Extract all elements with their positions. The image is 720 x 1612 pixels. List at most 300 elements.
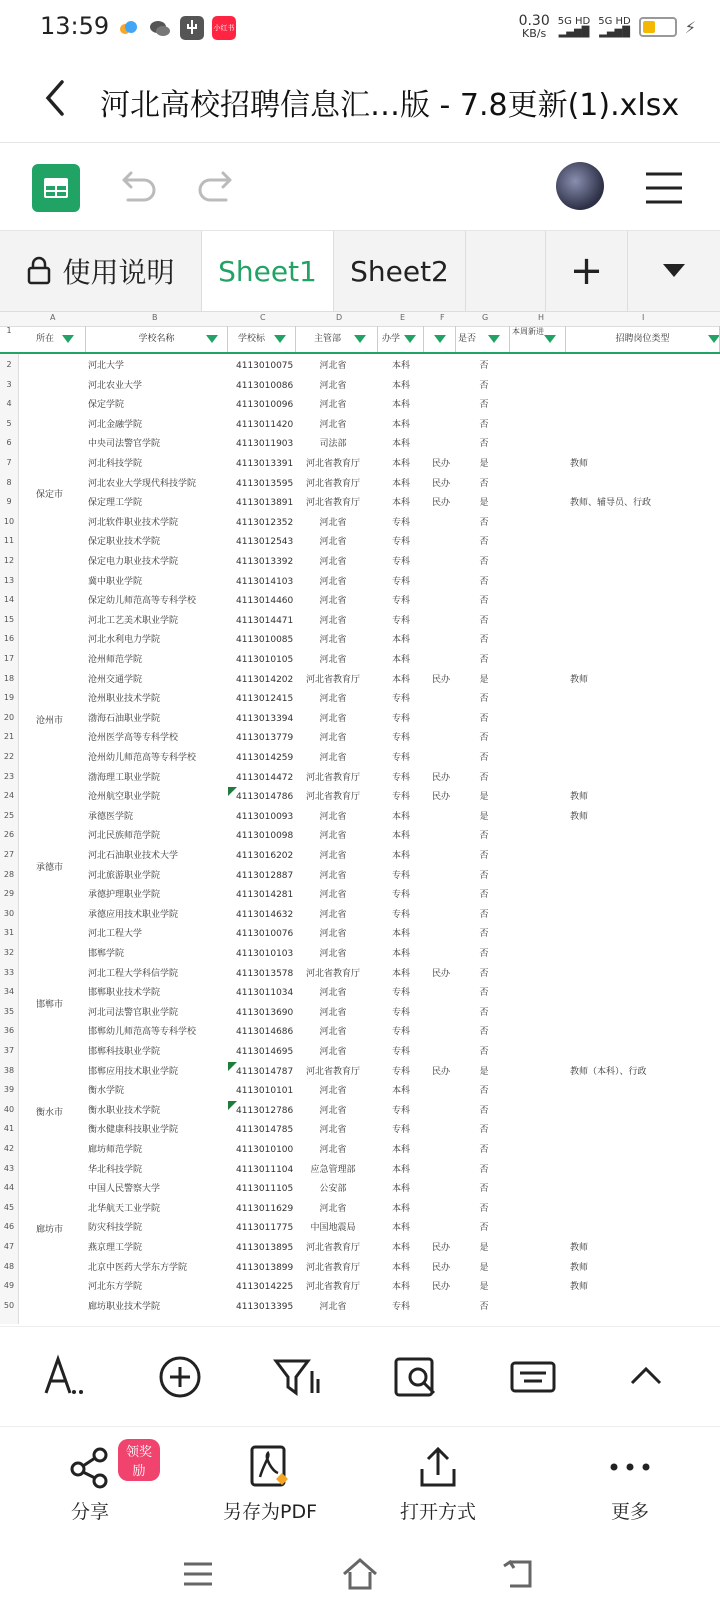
cell-yes[interactable]: 否 bbox=[479, 537, 489, 548]
city-cell[interactable]: 承德市 bbox=[36, 862, 64, 873]
cell-name[interactable]: 邯郸学院 bbox=[88, 949, 125, 959]
cell-code[interactable]: 4113010105 bbox=[236, 655, 294, 665]
cell-level[interactable]: 专科 bbox=[392, 1105, 411, 1116]
cell-level[interactable]: 本科 bbox=[392, 949, 411, 959]
cell-yes[interactable]: 否 bbox=[479, 870, 489, 881]
undo-button[interactable] bbox=[116, 166, 160, 210]
cell-dept[interactable]: 河北省 bbox=[319, 988, 347, 999]
table-row[interactable] bbox=[18, 1258, 720, 1278]
cell-name[interactable]: 冀中职业学院 bbox=[88, 576, 143, 587]
cell-name[interactable]: 北京中医药大学东方学院 bbox=[88, 1262, 188, 1273]
cell-yes[interactable]: 否 bbox=[479, 1027, 489, 1038]
cell-code[interactable]: 4113013899 bbox=[236, 1262, 294, 1273]
cell-dept[interactable]: 河北省 bbox=[319, 596, 347, 607]
cell-level[interactable]: 本科 bbox=[392, 929, 411, 940]
tab-usage[interactable]: 使用说明 bbox=[0, 231, 202, 311]
cell-dept[interactable]: 河北省教育厅 bbox=[305, 459, 360, 469]
cell-level[interactable]: 专科 bbox=[392, 890, 411, 901]
city-cell[interactable]: 廊坊市 bbox=[36, 1225, 64, 1236]
cell-dept[interactable]: 公安部 bbox=[319, 1184, 347, 1195]
cell-level[interactable]: 专科 bbox=[392, 713, 411, 724]
cell-name[interactable]: 沧州幼儿师范高等专科学校 bbox=[88, 753, 197, 763]
cell-yes[interactable]: 否 bbox=[479, 831, 489, 842]
cell-code[interactable]: 4113011104 bbox=[236, 1164, 294, 1175]
cell-type[interactable]: 民办 bbox=[432, 1262, 451, 1273]
cell-job[interactable]: 教师 bbox=[570, 674, 589, 685]
cell-yes[interactable]: 否 bbox=[479, 949, 489, 959]
table-row[interactable] bbox=[18, 885, 720, 905]
cell-name[interactable]: 河北旅游职业学院 bbox=[88, 870, 161, 881]
table-row[interactable] bbox=[18, 728, 720, 748]
table-row[interactable] bbox=[18, 1120, 720, 1140]
cell-type[interactable]: 民办 bbox=[432, 968, 451, 979]
cell-level[interactable]: 本科 bbox=[392, 459, 411, 469]
cell-dept[interactable]: 河北省 bbox=[319, 537, 347, 548]
cell-yes[interactable]: 否 bbox=[479, 929, 489, 940]
cell-dept[interactable]: 河北省 bbox=[319, 1105, 347, 1116]
row-number[interactable]: 40 bbox=[3, 1104, 15, 1114]
cell-type[interactable]: 民办 bbox=[432, 478, 451, 489]
cell-level[interactable]: 专科 bbox=[392, 596, 411, 607]
row-number[interactable]: 41 bbox=[3, 1124, 15, 1134]
cell-code[interactable]: 4113010086 bbox=[236, 380, 294, 391]
cell-yes[interactable]: 否 bbox=[479, 890, 489, 901]
cell-name[interactable]: 保定电力职业技术学院 bbox=[88, 557, 179, 567]
table-row[interactable] bbox=[18, 376, 720, 396]
table-row[interactable] bbox=[18, 513, 720, 533]
cell-job[interactable]: 教师 bbox=[570, 459, 589, 469]
cell-yes[interactable]: 是 bbox=[479, 1243, 489, 1253]
cell-code[interactable]: 4113014472 bbox=[236, 772, 294, 783]
cell-yes[interactable]: 否 bbox=[479, 596, 489, 607]
cell-level[interactable]: 专科 bbox=[392, 753, 411, 763]
cell-code[interactable]: 4113010100 bbox=[236, 1145, 294, 1155]
cell-job[interactable]: 教师 bbox=[570, 811, 589, 822]
row-number[interactable]: 35 bbox=[3, 1006, 15, 1016]
cell-yes[interactable]: 否 bbox=[479, 1184, 489, 1195]
open-with-button[interactable]: 打开方式 bbox=[368, 1441, 508, 1524]
row-number[interactable]: 22 bbox=[3, 752, 15, 761]
cell-name[interactable]: 河北工艺美术职业学院 bbox=[88, 615, 179, 626]
cell-level[interactable]: 专科 bbox=[392, 1047, 411, 1057]
cell-level[interactable]: 专科 bbox=[392, 909, 411, 920]
cell-yes[interactable]: 否 bbox=[479, 361, 489, 371]
cell-dept[interactable]: 河北省教育厅 bbox=[305, 772, 360, 783]
row-number[interactable]: 16 bbox=[3, 634, 15, 644]
text-format-button[interactable] bbox=[40, 1349, 96, 1405]
cell-code[interactable]: 4113014632 bbox=[236, 909, 294, 920]
cell-name[interactable]: 河北农业大学 bbox=[88, 380, 143, 391]
cell-dept[interactable]: 河北省 bbox=[319, 1047, 347, 1057]
cell-yes[interactable]: 否 bbox=[479, 1007, 489, 1018]
cell-dept[interactable]: 河北省 bbox=[319, 694, 347, 705]
cell-name[interactable]: 沧州职业技术学院 bbox=[88, 694, 161, 705]
city-cell[interactable]: 衡水市 bbox=[36, 1107, 64, 1118]
cell-name[interactable]: 河北金融学院 bbox=[88, 419, 143, 430]
table-row[interactable] bbox=[18, 552, 720, 572]
table-row[interactable] bbox=[18, 572, 720, 592]
cell-name[interactable]: 承德护理职业学院 bbox=[88, 890, 161, 901]
cell-yes[interactable]: 否 bbox=[479, 772, 489, 783]
column-letter[interactable]: G bbox=[482, 313, 489, 322]
cell-name[interactable]: 河北水利电力学院 bbox=[88, 635, 161, 646]
cell-code[interactable]: 4113016202 bbox=[236, 851, 294, 861]
cell-name[interactable]: 沧州航空职业学院 bbox=[88, 792, 161, 803]
cell-name[interactable]: 河北东方学院 bbox=[88, 1282, 143, 1293]
cell-name[interactable]: 河北农业大学现代科技学院 bbox=[88, 478, 197, 489]
table-row[interactable] bbox=[18, 905, 720, 925]
cell-name[interactable]: 河北工程大学科信学院 bbox=[88, 968, 179, 979]
table-row[interactable] bbox=[18, 630, 720, 650]
cell-dept[interactable]: 河北省教育厅 bbox=[305, 1243, 360, 1253]
cell-yes[interactable]: 否 bbox=[479, 615, 489, 626]
row-number[interactable]: 38 bbox=[3, 1065, 15, 1075]
cell-dept[interactable]: 河北省 bbox=[319, 1125, 347, 1136]
row-number[interactable]: 23 bbox=[3, 771, 15, 781]
home-nav-icon[interactable] bbox=[340, 1554, 380, 1594]
cell-type[interactable]: 民办 bbox=[432, 498, 451, 509]
cell-yes[interactable]: 否 bbox=[479, 988, 489, 999]
cell-dept[interactable]: 河北省教育厅 bbox=[305, 968, 360, 979]
row-number[interactable]: 32 bbox=[3, 948, 15, 957]
cell-level[interactable]: 专科 bbox=[392, 870, 411, 881]
cell-dept[interactable]: 河北省 bbox=[319, 1203, 347, 1214]
cell-yes[interactable]: 否 bbox=[479, 909, 489, 920]
table-row[interactable] bbox=[18, 356, 720, 376]
table-row[interactable] bbox=[18, 395, 720, 415]
cell-level[interactable]: 本科 bbox=[392, 851, 411, 861]
cell-yes[interactable]: 否 bbox=[479, 1105, 489, 1116]
row-number[interactable]: 25 bbox=[3, 810, 15, 820]
cell-level[interactable]: 本科 bbox=[392, 674, 411, 685]
cell-dept[interactable]: 河北省 bbox=[319, 929, 347, 940]
cell-dept[interactable]: 河北省 bbox=[319, 890, 347, 901]
cell-name[interactable]: 华北科技学院 bbox=[88, 1164, 143, 1175]
row-number[interactable]: 36 bbox=[3, 1026, 15, 1036]
cell-level[interactable]: 本科 bbox=[392, 1086, 411, 1097]
cell-code[interactable]: 4113014695 bbox=[236, 1047, 294, 1057]
cell-code[interactable]: 4113014225 bbox=[236, 1282, 294, 1293]
table-row[interactable] bbox=[18, 964, 720, 984]
row-number[interactable]: 12 bbox=[3, 556, 15, 565]
cell-yes[interactable]: 否 bbox=[479, 517, 489, 528]
cell-job[interactable]: 教师 bbox=[570, 1243, 589, 1253]
cell-name[interactable]: 中国人民警察大学 bbox=[88, 1184, 161, 1195]
row-number[interactable]: 26 bbox=[3, 830, 15, 840]
cell-dept[interactable]: 河北省 bbox=[319, 361, 347, 371]
header-level[interactable]: 办学 bbox=[378, 326, 424, 352]
cell-yes[interactable]: 是 bbox=[479, 1282, 489, 1293]
cell-name[interactable]: 保定理工学院 bbox=[88, 498, 143, 509]
cell-dept[interactable]: 河北省 bbox=[319, 831, 347, 842]
header-dept[interactable]: 主管部 bbox=[296, 326, 378, 352]
table-row[interactable] bbox=[18, 1101, 720, 1121]
cell-level[interactable]: 本科 bbox=[392, 1282, 411, 1293]
cell-dept[interactable]: 河北省 bbox=[319, 733, 347, 744]
cell-code[interactable]: 4113013392 bbox=[236, 557, 294, 567]
cell-code[interactable]: 4113011105 bbox=[236, 1184, 294, 1195]
redo-button[interactable] bbox=[194, 166, 238, 210]
header-city[interactable]: 所在 bbox=[18, 326, 86, 352]
cell-code[interactable]: 4113013391 bbox=[236, 459, 294, 469]
cell-name[interactable]: 防灾科技学院 bbox=[88, 1223, 143, 1234]
cell-level[interactable]: 专科 bbox=[392, 615, 411, 626]
cell-dept[interactable]: 河北省 bbox=[319, 615, 347, 626]
cell-level[interactable]: 本科 bbox=[392, 655, 411, 665]
cell-level[interactable]: 本科 bbox=[392, 1223, 411, 1234]
menu-nav-icon[interactable] bbox=[180, 1556, 216, 1592]
table-row[interactable] bbox=[18, 1297, 720, 1317]
cell-dept[interactable]: 河北省教育厅 bbox=[305, 792, 360, 803]
expand-button[interactable] bbox=[618, 1349, 674, 1405]
cell-name[interactable]: 廊坊师范学院 bbox=[88, 1145, 143, 1155]
cell-job[interactable]: 教师、辅导员、行政 bbox=[570, 498, 652, 509]
cell-type[interactable]: 民办 bbox=[432, 772, 451, 783]
cell-level[interactable]: 专科 bbox=[392, 576, 411, 587]
header-name[interactable]: 学校名称 bbox=[86, 326, 228, 352]
city-cell[interactable]: 沧州市 bbox=[36, 715, 64, 726]
cell-name[interactable]: 保定学院 bbox=[88, 400, 125, 411]
cell-code[interactable]: 4113013895 bbox=[236, 1243, 294, 1253]
cell-yes[interactable]: 否 bbox=[479, 400, 489, 411]
cell-level[interactable]: 本科 bbox=[392, 478, 411, 489]
header-type[interactable] bbox=[424, 326, 456, 352]
cell-name[interactable]: 衡水职业技术学院 bbox=[88, 1105, 161, 1116]
cell-yes[interactable]: 否 bbox=[479, 753, 489, 763]
cell-name[interactable]: 承德医学院 bbox=[88, 811, 134, 822]
table-row[interactable] bbox=[18, 787, 720, 807]
cell-level[interactable]: 专科 bbox=[392, 517, 411, 528]
row-number[interactable]: 49 bbox=[3, 1281, 15, 1291]
cell-dept[interactable]: 河北省 bbox=[319, 576, 347, 587]
cell-yes[interactable]: 否 bbox=[479, 1301, 489, 1312]
cell-type[interactable]: 民办 bbox=[432, 1282, 451, 1293]
cell-dept[interactable]: 河北省 bbox=[319, 1301, 347, 1312]
cell-code[interactable]: 4113010075 bbox=[236, 361, 294, 371]
cell-dept[interactable]: 河北省 bbox=[319, 1027, 347, 1038]
cell-level[interactable]: 专科 bbox=[392, 988, 411, 999]
find-button[interactable] bbox=[390, 1349, 446, 1405]
cell-level[interactable]: 本科 bbox=[392, 1145, 411, 1155]
cell-level[interactable]: 本科 bbox=[392, 831, 411, 842]
row-number[interactable]: 13 bbox=[3, 575, 15, 585]
cell-code[interactable]: 4113013578 bbox=[236, 968, 294, 979]
cell-name[interactable]: 邯郸科技职业学院 bbox=[88, 1047, 161, 1057]
cell-dept[interactable]: 河北省 bbox=[319, 870, 347, 881]
cell-name[interactable]: 北华航天工业学院 bbox=[88, 1203, 161, 1214]
cell-name[interactable]: 沧州医学高等专科学校 bbox=[88, 733, 179, 744]
table-row[interactable] bbox=[18, 1218, 720, 1238]
row-number[interactable]: 4 bbox=[6, 399, 12, 409]
cell-dept[interactable]: 河北省 bbox=[319, 1086, 347, 1097]
cell-level[interactable]: 专科 bbox=[392, 537, 411, 548]
row-number[interactable]: 37 bbox=[3, 1046, 15, 1055]
cell-code[interactable]: 4113010085 bbox=[236, 635, 294, 646]
cell-dept[interactable]: 中国地震局 bbox=[310, 1223, 356, 1234]
cell-code[interactable]: 4113010096 bbox=[236, 400, 294, 411]
cell-level[interactable]: 专科 bbox=[392, 1007, 411, 1018]
menu-button[interactable] bbox=[644, 166, 684, 210]
row-number[interactable]: 15 bbox=[3, 614, 15, 624]
column-letter[interactable]: B bbox=[152, 313, 158, 322]
cell-yes[interactable]: 否 bbox=[479, 1125, 489, 1136]
column-letter[interactable]: A bbox=[50, 313, 56, 322]
cell-code[interactable]: 4113010098 bbox=[236, 831, 294, 842]
cell-level[interactable]: 本科 bbox=[392, 1243, 411, 1253]
cell-name[interactable]: 河北石油职业技术大学 bbox=[88, 851, 179, 861]
spreadsheet-grid[interactable] bbox=[0, 312, 720, 1324]
table-row[interactable] bbox=[18, 591, 720, 611]
cell-name[interactable]: 邯郸职业技术学院 bbox=[88, 988, 161, 999]
cell-yes[interactable]: 否 bbox=[479, 968, 489, 979]
row-number[interactable]: 34 bbox=[3, 987, 15, 997]
cell-dept[interactable]: 应急管理部 bbox=[310, 1164, 356, 1175]
cell-type[interactable]: 民办 bbox=[432, 674, 451, 685]
table-row[interactable] bbox=[18, 1042, 720, 1062]
row-number[interactable]: 20 bbox=[3, 712, 15, 722]
cell-dept[interactable]: 河北省 bbox=[319, 557, 347, 567]
row-number[interactable]: 7 bbox=[6, 458, 12, 467]
row-number[interactable]: 3 bbox=[6, 379, 12, 389]
cell-yes[interactable]: 否 bbox=[479, 635, 489, 646]
cell-type[interactable]: 民办 bbox=[432, 792, 451, 803]
cell-code[interactable]: 4113014786 bbox=[236, 792, 294, 803]
cell-yes[interactable]: 否 bbox=[479, 1145, 489, 1155]
cell-code[interactable]: 4113010076 bbox=[236, 929, 294, 940]
cell-dept[interactable]: 河北省教育厅 bbox=[305, 1066, 360, 1077]
row-number[interactable]: 17 bbox=[3, 654, 15, 663]
cell-dept[interactable]: 河北省 bbox=[319, 811, 347, 822]
row-number[interactable]: 45 bbox=[3, 1202, 15, 1212]
city-cell[interactable]: 邯郸市 bbox=[36, 999, 64, 1010]
cell-code[interactable]: 4113013595 bbox=[236, 478, 294, 489]
cell-name[interactable]: 邯郸幼儿师范高等专科学校 bbox=[88, 1027, 197, 1038]
table-row[interactable] bbox=[18, 670, 720, 690]
cell-level[interactable]: 本科 bbox=[392, 811, 411, 822]
table-row[interactable] bbox=[18, 415, 720, 435]
cell-dept[interactable]: 河北省 bbox=[319, 635, 347, 646]
cell-name[interactable]: 保定幼儿师范高等专科学校 bbox=[88, 596, 197, 607]
cell-yes[interactable]: 否 bbox=[479, 713, 489, 724]
cell-code[interactable]: 4113010093 bbox=[236, 811, 294, 822]
row-number[interactable]: 19 bbox=[3, 693, 15, 703]
cell-code[interactable]: 4113013395 bbox=[236, 1301, 294, 1312]
row-number[interactable]: 30 bbox=[3, 908, 15, 918]
cell-level[interactable]: 本科 bbox=[392, 400, 411, 411]
cell-level[interactable]: 本科 bbox=[392, 380, 411, 391]
cell-yes[interactable]: 否 bbox=[479, 1164, 489, 1175]
cell-type[interactable]: 民办 bbox=[432, 459, 451, 469]
table-row[interactable] bbox=[18, 1160, 720, 1180]
table-row[interactable] bbox=[18, 1140, 720, 1160]
cell-level[interactable]: 本科 bbox=[392, 419, 411, 430]
cell-level[interactable]: 本科 bbox=[392, 439, 411, 450]
cell-level[interactable]: 专科 bbox=[392, 792, 411, 803]
cell-code[interactable]: 4113013891 bbox=[236, 498, 294, 509]
cell-code[interactable]: 4113011420 bbox=[236, 419, 294, 430]
cell-yes[interactable]: 是 bbox=[479, 498, 489, 509]
cell-yes[interactable]: 否 bbox=[479, 655, 489, 665]
cell-yes[interactable]: 否 bbox=[479, 478, 489, 489]
cell-name[interactable]: 邯郸应用技术职业学院 bbox=[88, 1066, 179, 1077]
row-number[interactable]: 42 bbox=[3, 1144, 15, 1153]
cell-name[interactable]: 河北民族师范学院 bbox=[88, 831, 161, 842]
cell-yes[interactable]: 是 bbox=[479, 459, 489, 469]
cell-dept[interactable]: 河北省 bbox=[319, 419, 347, 430]
cell-code[interactable]: 4113012887 bbox=[236, 870, 294, 881]
add-sheet-button[interactable]: + bbox=[546, 231, 628, 311]
cell-code[interactable]: 4113011775 bbox=[236, 1223, 294, 1234]
cell-code[interactable]: 4113013690 bbox=[236, 1007, 294, 1018]
row-number[interactable]: 28 bbox=[3, 869, 15, 879]
row-number[interactable]: 14 bbox=[3, 595, 15, 605]
cell-yes[interactable]: 是 bbox=[479, 1066, 489, 1077]
table-row[interactable] bbox=[18, 1003, 720, 1023]
header-code[interactable]: 学校标 bbox=[228, 326, 296, 352]
table-row[interactable] bbox=[18, 944, 720, 964]
cell-dept[interactable]: 河北省 bbox=[319, 753, 347, 763]
cell-name[interactable]: 廊坊职业技术学院 bbox=[88, 1301, 161, 1312]
cell-level[interactable]: 本科 bbox=[392, 361, 411, 371]
filter-sort-button[interactable] bbox=[270, 1349, 326, 1405]
row-number[interactable]: 24 bbox=[3, 791, 15, 801]
cell-level[interactable]: 本科 bbox=[392, 498, 411, 509]
row-number[interactable]: 43 bbox=[3, 1163, 15, 1173]
save-pdf-button[interactable]: 另存为PDF bbox=[200, 1441, 340, 1524]
cell-level[interactable]: 专科 bbox=[392, 1027, 411, 1038]
cell-yes[interactable]: 否 bbox=[479, 851, 489, 861]
more-button[interactable]: 更多 bbox=[560, 1441, 700, 1524]
table-row[interactable] bbox=[18, 1179, 720, 1199]
cell-name[interactable]: 燕京理工学院 bbox=[88, 1243, 143, 1253]
cell-level[interactable]: 本科 bbox=[392, 968, 411, 979]
table-row[interactable] bbox=[18, 1062, 720, 1082]
cell-dept[interactable]: 河北省 bbox=[319, 380, 347, 391]
cell-name[interactable]: 中央司法警官学院 bbox=[88, 439, 161, 450]
cell-job[interactable]: 教师 bbox=[570, 792, 589, 803]
table-row[interactable] bbox=[18, 689, 720, 709]
tab-sheet1[interactable]: Sheet1 bbox=[202, 231, 334, 311]
cell-code[interactable]: 4113010101 bbox=[236, 1086, 294, 1097]
cell-dept[interactable]: 河北省 bbox=[319, 1145, 347, 1155]
cell-yes[interactable]: 否 bbox=[479, 439, 489, 450]
table-row[interactable] bbox=[18, 532, 720, 552]
row-number[interactable]: 9 bbox=[6, 497, 12, 507]
cell-level[interactable]: 专科 bbox=[392, 733, 411, 744]
table-row[interactable] bbox=[18, 709, 720, 729]
column-letter[interactable]: I bbox=[642, 313, 645, 322]
cell-dept[interactable]: 河北省教育厅 bbox=[305, 498, 360, 509]
cell-level[interactable]: 专科 bbox=[392, 557, 411, 567]
row-number[interactable]: 6 bbox=[6, 438, 12, 448]
cell-job[interactable]: 教师 bbox=[570, 1282, 589, 1293]
back-button[interactable] bbox=[36, 76, 76, 120]
column-letter[interactable]: C bbox=[260, 313, 266, 322]
header-job[interactable]: 招聘岗位类型 bbox=[566, 326, 720, 352]
cell-dept[interactable]: 河北省教育厅 bbox=[305, 1262, 360, 1273]
cell-code[interactable]: 4113014471 bbox=[236, 615, 294, 626]
column-letter[interactable]: F bbox=[440, 313, 445, 322]
cell-yes[interactable]: 否 bbox=[479, 733, 489, 744]
cell-name[interactable]: 承德应用技术职业学院 bbox=[88, 909, 179, 920]
cell-level[interactable]: 本科 bbox=[392, 1184, 411, 1195]
cell-job[interactable]: 教师 bbox=[570, 1262, 589, 1273]
avatar[interactable] bbox=[556, 162, 604, 210]
cell-code[interactable]: 4113012786 bbox=[236, 1105, 294, 1116]
table-row[interactable] bbox=[18, 1199, 720, 1219]
cell-yes[interactable]: 是 bbox=[479, 811, 489, 822]
cell-level[interactable]: 本科 bbox=[392, 635, 411, 646]
